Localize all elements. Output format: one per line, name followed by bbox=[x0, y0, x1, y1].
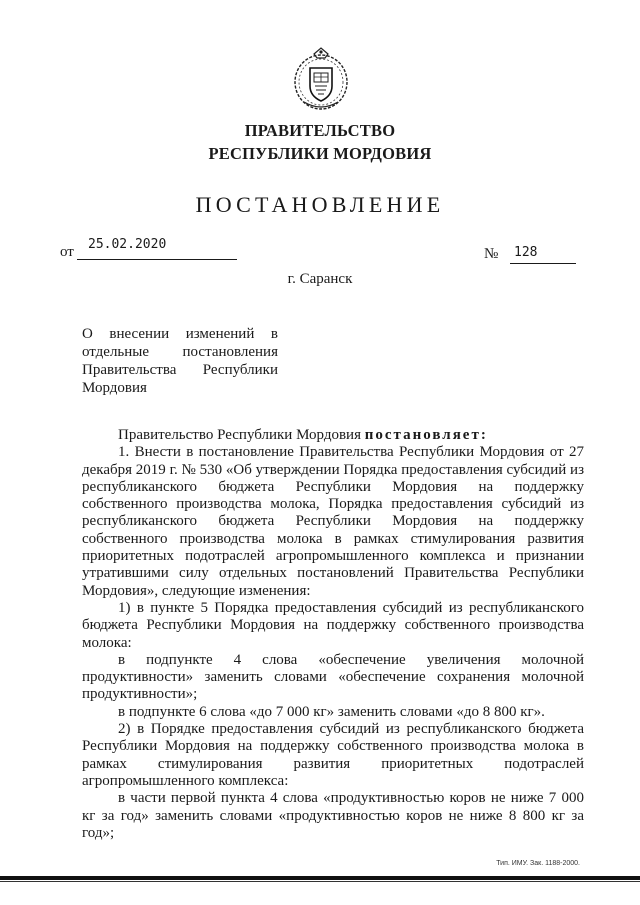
date-underline bbox=[77, 259, 237, 260]
intro-resolves: постановляет: bbox=[364, 427, 488, 443]
paragraph: в части первой пункта 4 слова «продуктивностью коров не ниже 7 000 кг за год» заменить словами «продуктивностью коров не ниже 8 800 кг за год»; bbox=[82, 790, 584, 841]
paragraph: 1) в пункте 5 Порядка предоставления субсидий из республиканского бюджета Республики Мордовия на поддержку собственного производства молока: bbox=[82, 599, 584, 651]
city-label: г. Саранск bbox=[287, 271, 353, 287]
paragraph: 2) в Порядке предоставления субсидий из республиканского бюджета Республики Мордовия на поддержку собственного производства молока в рамках стимулирования развития приоритетных подотраслей агропромышленного комплекса: bbox=[82, 721, 584, 789]
number-underline bbox=[510, 263, 576, 264]
number-field bbox=[484, 243, 584, 267]
date-field bbox=[60, 237, 190, 265]
paragraph: в подпункте 4 слова «обеспечение увеличения молочной продуктивности» заменить словами «обеспечение сохранения молочной продуктивности»; bbox=[82, 651, 584, 703]
paragraph: 1. Внести в постановление Правительства Республики Мордовия от 27 декабря 2019 г. № 530 «Об утверждении Порядка предоставления субсидий из республиканского бюджета Республики Мордовия на поддержку собственного производства молока, Порядка предоставления субсидий из республиканского бюджета Республики Мордовия на поддержку собственного производства молока в рамках стимулирования развития приоритетных подотраслей агропромышленного комплекса и признании утратившими силу отдельных постановлений Правительства Республики Мордовия», следующие изменения: bbox=[82, 444, 584, 599]
number-value: 128 bbox=[514, 245, 538, 260]
date-prefix: от bbox=[60, 244, 74, 260]
subject-block bbox=[82, 325, 278, 397]
government-title-line2: РЕСПУБЛИКИ МОРДОВИЯ bbox=[208, 144, 432, 163]
print-mark: Тип. ИМУ. Зак. 1188-2000. bbox=[496, 860, 580, 867]
number-prefix: № bbox=[484, 246, 499, 262]
government-title-line1: ПРАВИТЕЛЬСТВО bbox=[244, 121, 396, 140]
paragraph: в подпункте 6 слова «до 7 000 кг» заменить словами «до 8 800 кг». bbox=[118, 703, 545, 720]
document-type-title: ПОСТАНОВЛЕНИЕ bbox=[195, 192, 445, 217]
footer-bar-thin bbox=[0, 881, 640, 882]
subject-line: Мордовия bbox=[82, 380, 147, 396]
document-body bbox=[82, 427, 584, 842]
coat-of-arms-emblem-icon bbox=[292, 46, 350, 112]
subject-line: Правительства Республики bbox=[82, 362, 278, 378]
intro-text: Правительство Республики Мордовия bbox=[118, 427, 365, 443]
subject-line: отдельные постановления bbox=[82, 344, 278, 360]
date-value: 25.02.2020 bbox=[88, 237, 167, 252]
footer-bar bbox=[0, 876, 640, 880]
subject-line: О внесении изменений в bbox=[82, 326, 278, 342]
intro-paragraph bbox=[82, 427, 584, 444]
